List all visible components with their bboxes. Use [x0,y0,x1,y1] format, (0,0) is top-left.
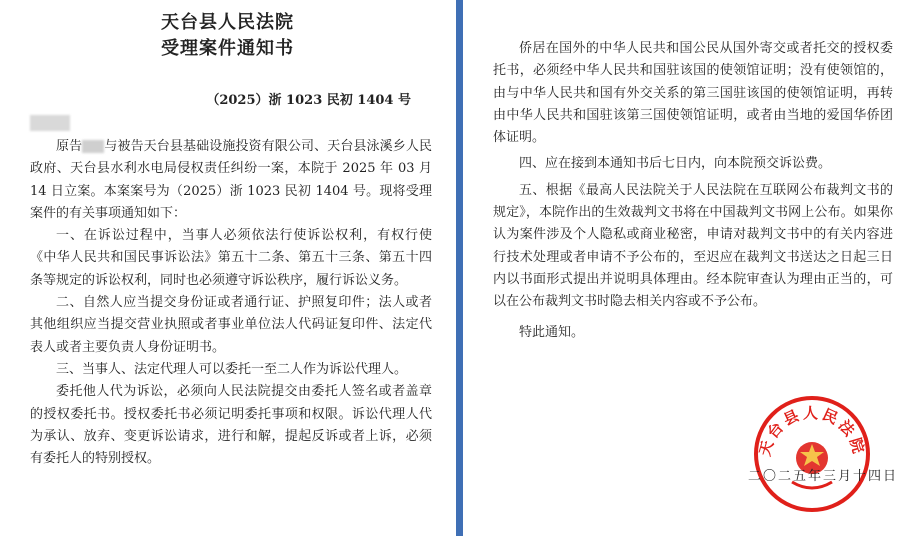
document-page-left [0,0,455,536]
overseas-paragraph: 侨居在国外的中华人民共和国公民从国外寄交或者托交的授权委托书，必须经中华人民共和国驻该国的使领馆证明；没有使领馆的，由与中华人民共和国有外交关系的第三国驻该国的使领馆证明，再转由中华人民共和国驻该第三国使领馆证明，或者由当地的爱国华侨团体证明。 [493,41,893,146]
document-page-right [463,0,916,536]
case-number: （2025）浙 1023 民初 1404 号 [206,93,411,108]
closing-text: 特此通知。 [519,324,585,340]
redacted-plaintiff-name [82,140,104,153]
page-divider [456,0,463,536]
notice-date: 二〇二五年三月十四日 [747,469,898,484]
court-seal-icon [752,394,872,514]
intro-paragraph [30,136,432,225]
item-3: 三、当事人、法定代理人可以委托一至二人作为诉讼代理人。 [56,361,408,377]
court-name-heading: 天台县人民法院 [161,12,294,33]
document-title: 受理案件通知书 [161,38,294,59]
notice-body-left [30,136,432,470]
item-2: 二、自然人应当提交身份证或者通行证、护照复印件；法人或者其他组织应当提交营业执照或者事业单位法人代码证复印件、法定代表人或者主要负责人身份证明书。 [30,295,432,355]
svg-text:天台县人民法院: 天台县人民法院 [755,404,869,459]
notice-body-right [493,38,893,344]
intro-prefix: 原告 [56,139,83,154]
item-4: 四、应在接到本通知书后七日内，向本院预交诉讼费。 [519,156,832,172]
item-5: 五、根据《最高人民法院关于人民法院在互联网公布裁判文书的规定》，本院作出的生效裁判文书将在中国裁判文书网上公布。如果你认为案件涉及个人隐私或商业秘密，申请对裁判文书中的有关内容进行技术处理或者申请不予公布的，至迟应在裁判文书送达之日起三日内以书面形式提出并说明具体理由。经本院审查认为理由正当的，可以在公布裁判文书时隐去相关内容或不予公布。 [493,182,893,310]
item-1: 一、在诉讼过程中，当事人必须依法行使诉讼权利，有权行使《中华人民共和国民事诉讼法》第五十二条、第五十三条、第五十四条等规定的诉讼权利，同时也必须遵守诉讼秩序，履行诉讼义务。 [30,228,432,288]
redacted-recipient [30,115,70,131]
item-3-detail: 委托他人代为诉讼，必须向人民法院提交由委托人签名或者盖章的授权委托书。授权委托书必须记明委托事项和权限。诉讼代理人代为承认、放弃、变更诉讼请求，进行和解，提起反诉或者上诉，必须有委托人的特别授权。 [30,384,432,467]
intro-text: 与被告天台县基础设施投资有限公司、天台县泳溪乡人民政府、天台县水利水电局侵权责任纠纷一案，本院于 2025 年 03 月 14 日立案。本案案号为（2025）浙 1023 民初 1404 号。现将受理案件的有关事项通知如下： [30,139,432,221]
